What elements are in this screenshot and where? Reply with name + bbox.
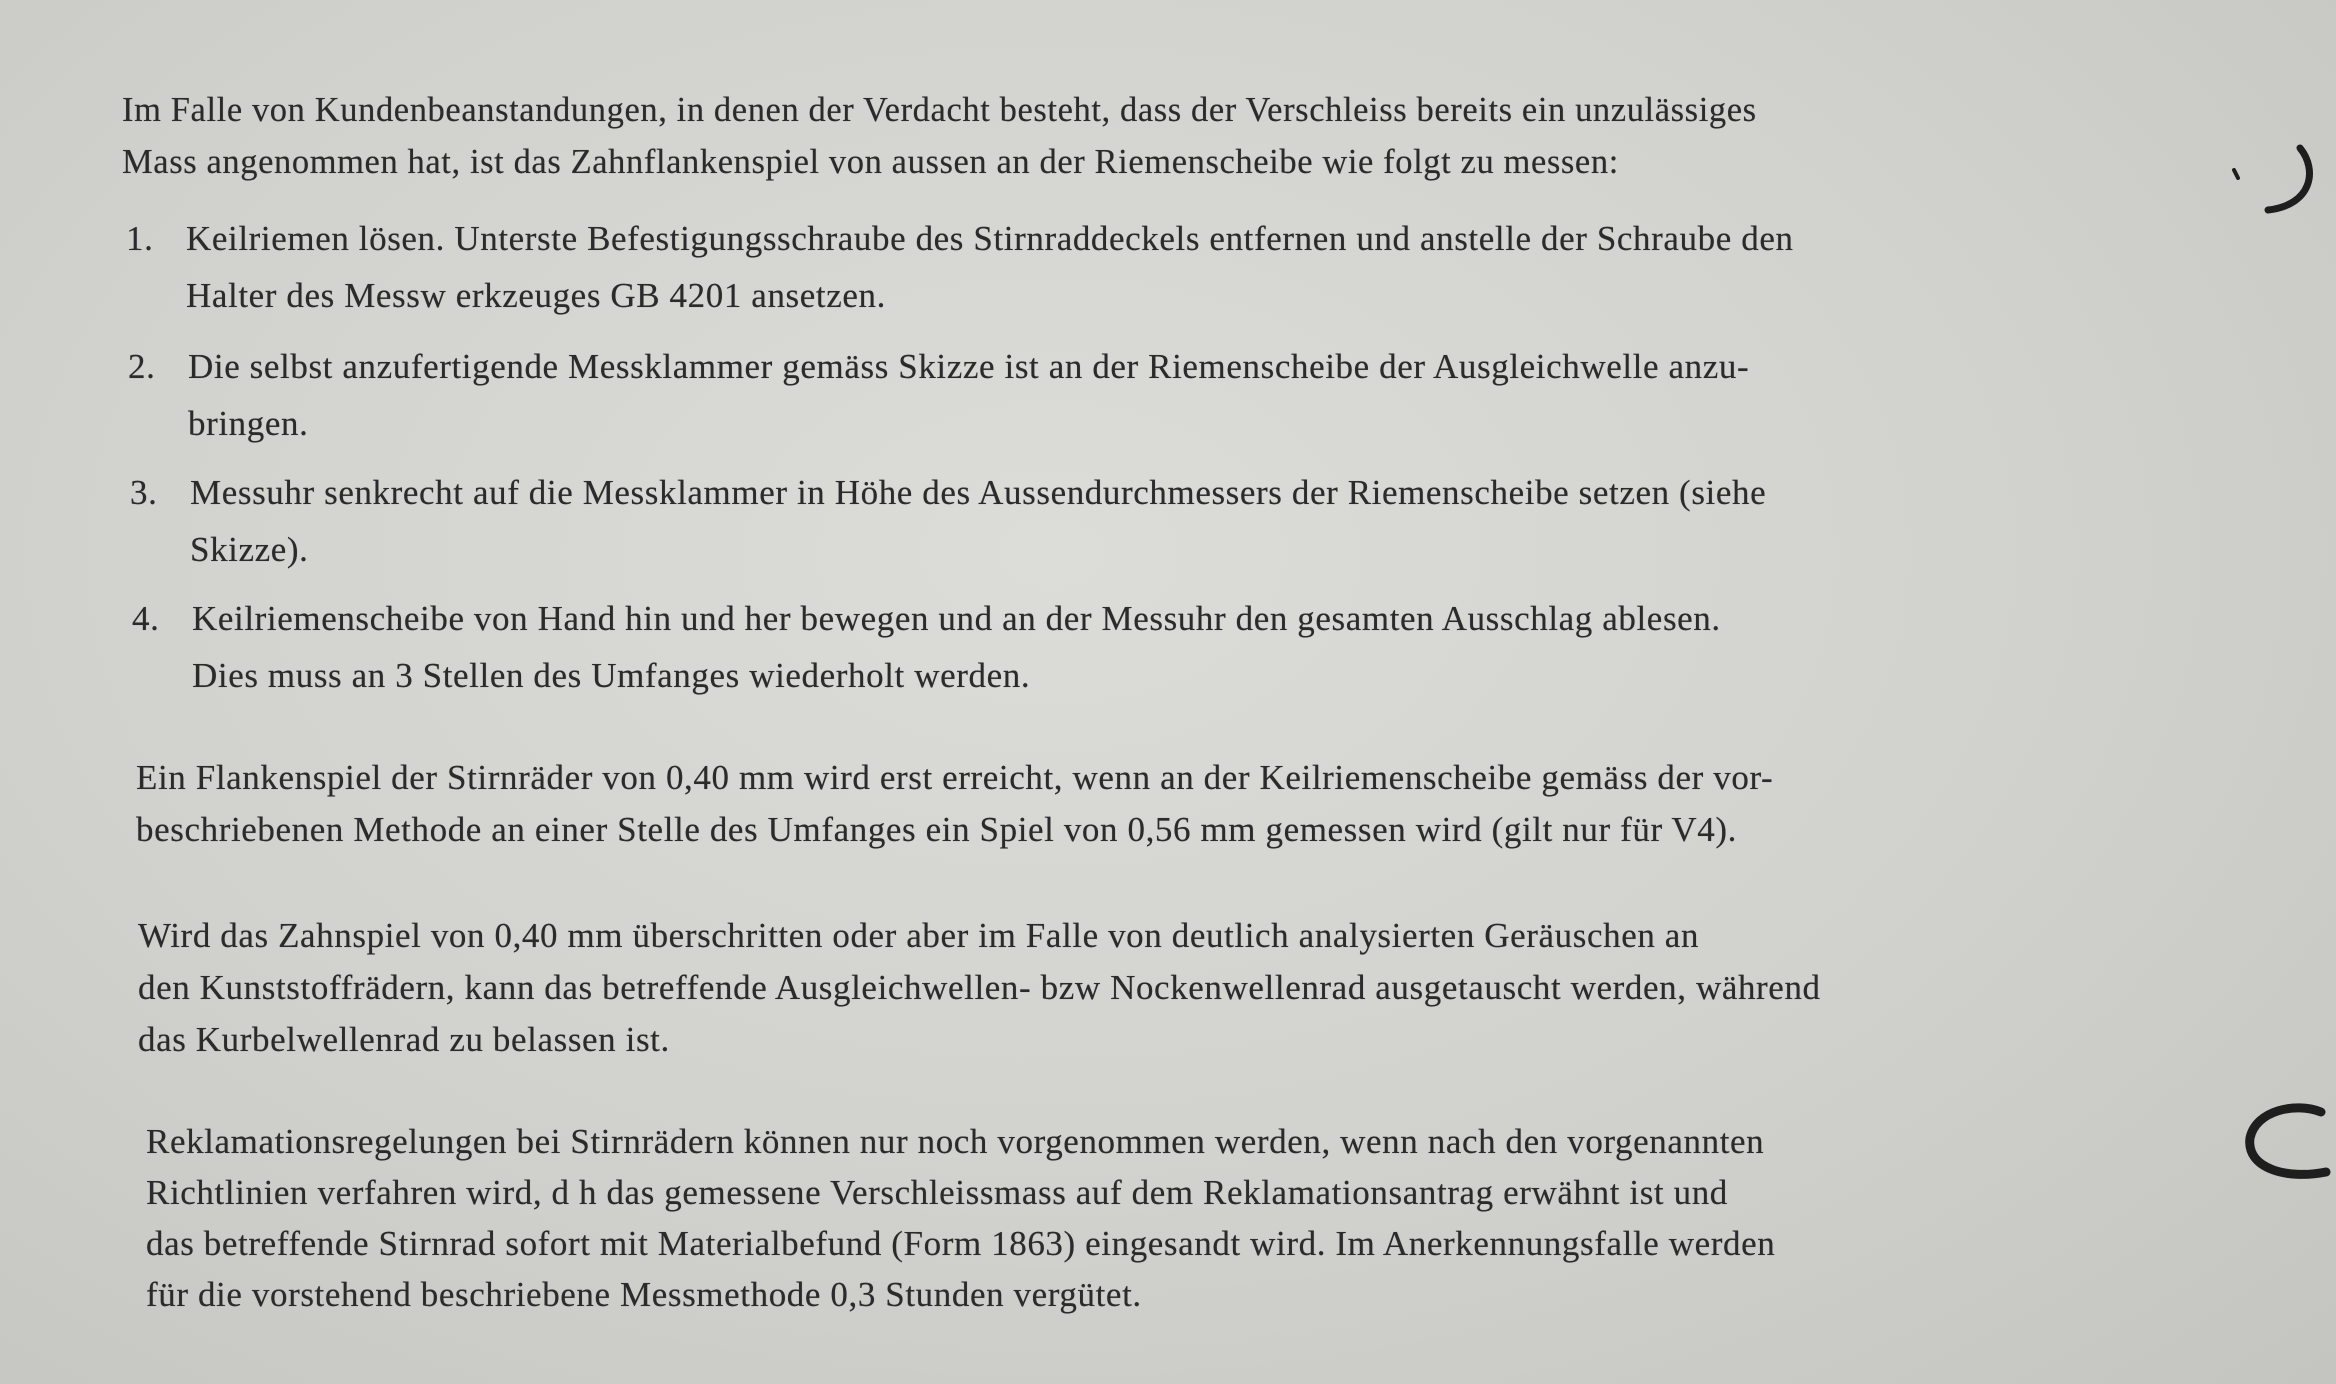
step-number: 3. <box>130 473 158 512</box>
exceed-line-3: das Kurbelwellenrad zu belassen ist. <box>138 1020 670 1059</box>
flank-line-1: Ein Flankenspiel der Stirnräder von 0,40 mm wird erst erreicht, wenn an der Keilriemenscheibe gemäss der vor- <box>136 758 1774 797</box>
claims-line-1: Reklamationsregelungen bei Stirnrädern können nur noch vorgenommen werden, wenn nach den vorgenannten <box>146 1122 1765 1161</box>
step-text <box>190 464 1766 578</box>
exceed-line-1: Wird das Zahnspiel von 0,40 mm überschritten oder aber im Falle von deutlich analysierten Geräuschen an <box>138 916 1700 955</box>
step-1 <box>126 210 2126 330</box>
step-line-1: Die selbst anzufertigende Messklammer gemäss Skizze ist an der Riemenscheibe der Ausgleichwelle anzu- <box>188 347 1750 386</box>
claims-line-3: das betreffende Stirnrad sofort mit Materialbefund (Form 1863) eingesandt wird. Im Anerkennungsfalle werden <box>146 1224 1776 1263</box>
flank-line-2: beschriebenen Methode an einer Stelle des Umfanges ein Spiel von 0,56 mm gemessen wird (gilt nur für V4). <box>136 810 1737 849</box>
intro-line-2: Mass angenommen hat, ist das Zahnflankenspiel von aussen an der Riemenscheibe wie folgt zu messen: <box>122 143 1619 181</box>
step-text <box>186 210 1794 324</box>
step-line-2: Dies muss an 3 Stellen des Umfanges wiederholt werden. <box>192 656 1031 695</box>
step-2 <box>128 338 2128 458</box>
step-line-1: Keilriemenscheibe von Hand hin und her bewegen und an der Messuhr den gesamten Ausschlag ablesen. <box>192 599 1721 638</box>
step-line-2: Halter des Messw erkzeuges GB 4201 ansetzen. <box>186 276 886 315</box>
binder-hole-c-icon <box>2226 1090 2336 1200</box>
step-text <box>192 590 1721 704</box>
flank-paragraph <box>136 752 1773 856</box>
intro-line-1: Im Falle von Kundenbeanstandungen, in denen der Verdacht besteht, dass der Verschleiss bereits ein unzulässiges <box>122 91 1757 129</box>
step-3 <box>130 464 2130 584</box>
step-line-2: Skizze). <box>190 530 309 569</box>
exceed-line-2: den Kunststoffrädern, kann das betreffende Ausgleichwellen- bzw Nockenwellenrad ausgetauscht werden, während <box>138 968 1821 1007</box>
step-4 <box>132 590 2132 710</box>
step-line-1: Keilriemen lösen. Unterste Befestigungsschraube des Stirnraddeckels entfernen und anstelle der Schraube den <box>186 219 1794 258</box>
step-text <box>188 338 1749 452</box>
step-number: 1. <box>126 219 154 258</box>
exceed-paragraph <box>138 910 1821 1066</box>
step-number: 2. <box>128 347 156 386</box>
step-line-2: bringen. <box>188 404 309 443</box>
intro-paragraph <box>122 84 1757 188</box>
step-line-1: Messuhr senkrecht auf die Messklammer in Höhe des Aussendurchmessers der Riemenscheibe setzen (siehe <box>190 473 1767 512</box>
binder-hole-arc-icon <box>2220 130 2330 230</box>
claims-line-4: für die vorstehend beschriebene Messmethode 0,3 Stunden vergütet. <box>146 1275 1142 1314</box>
step-number: 4. <box>132 599 160 638</box>
claims-line-2: Richtlinien verfahren wird, d h das gemessene Verschleissmass auf dem Reklamationsantrag erwähnt ist und <box>146 1173 1728 1212</box>
claims-paragraph <box>146 1116 1775 1320</box>
